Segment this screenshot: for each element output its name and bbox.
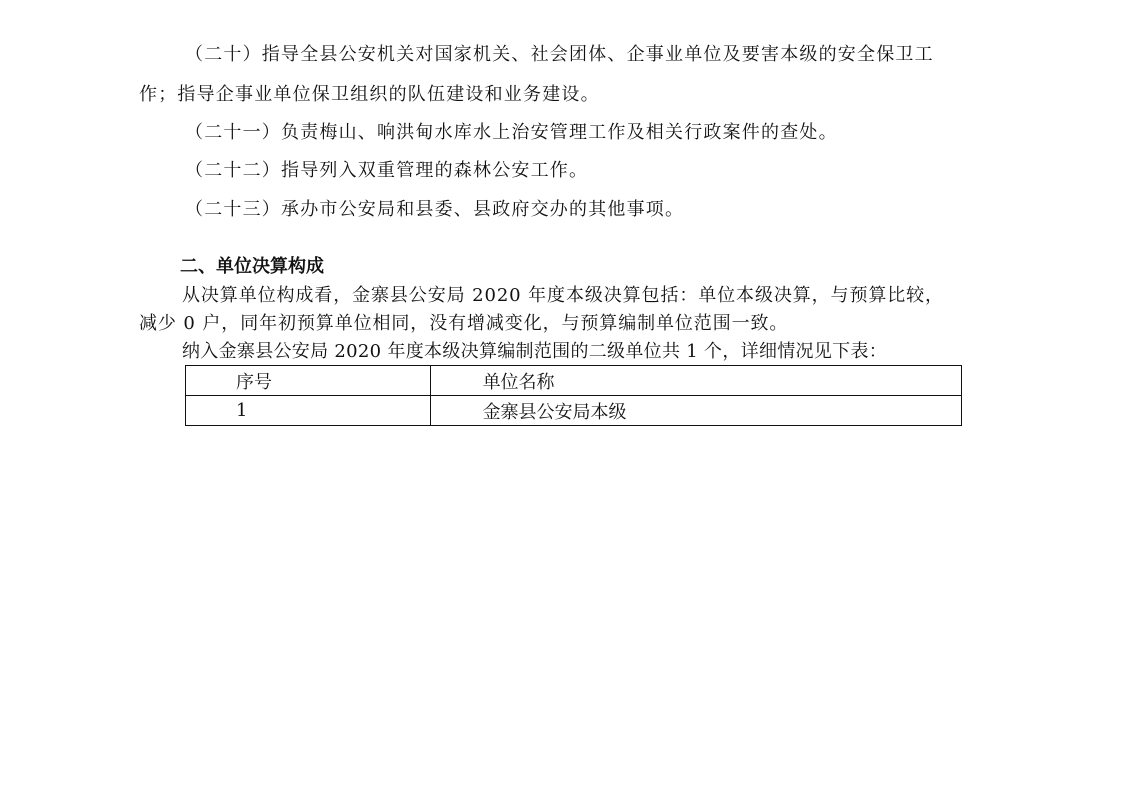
table-cell: 金寨县公安局本级 [430,396,961,426]
section-heading: 二、单位决算构成 [180,256,324,277]
paragraph-item-23: （二十三）承办市公安局和县委、县政府交办的其他事项。 [185,199,685,220]
table-header-cell: 单位名称 [430,366,961,396]
paragraph-item-20-line-1: （二十）指导全县公安机关对国家机关、社会团体、企事业单位及要害本级的安全保卫工 [185,44,934,65]
section-paragraph-1-line-1: 从决算单位构成看，金寨县公安局 2020 年度本级决算包括：单位本级决算，与预算比较， [182,285,944,306]
section-paragraph-1-line-2: 减少 0 户，同年初预算单位相同，没有增减变化，与预算编制单位范围一致。 [139,313,789,334]
paragraph-item-21: （二十一）负责梅山、响洪甸水库水上治安管理工作及相关行政案件的查处。 [185,122,838,143]
unit-table [185,365,962,426]
paragraph-item-22: （二十二）指导列入双重管理的森林公安工作。 [185,160,589,181]
table-header-cell: 序号 [186,366,431,396]
table-header-row [186,366,962,396]
table-row [186,396,962,426]
paragraph-item-20-line-2: 作；指导企事业单位保卫组织的队伍建设和业务建设。 [139,84,600,105]
section-paragraph-2: 纳入金寨县公安局 2020 年度本级决算编制范围的二级单位共 1 个，详细情况见下表： [182,341,888,362]
table-cell: 1 [186,396,431,426]
